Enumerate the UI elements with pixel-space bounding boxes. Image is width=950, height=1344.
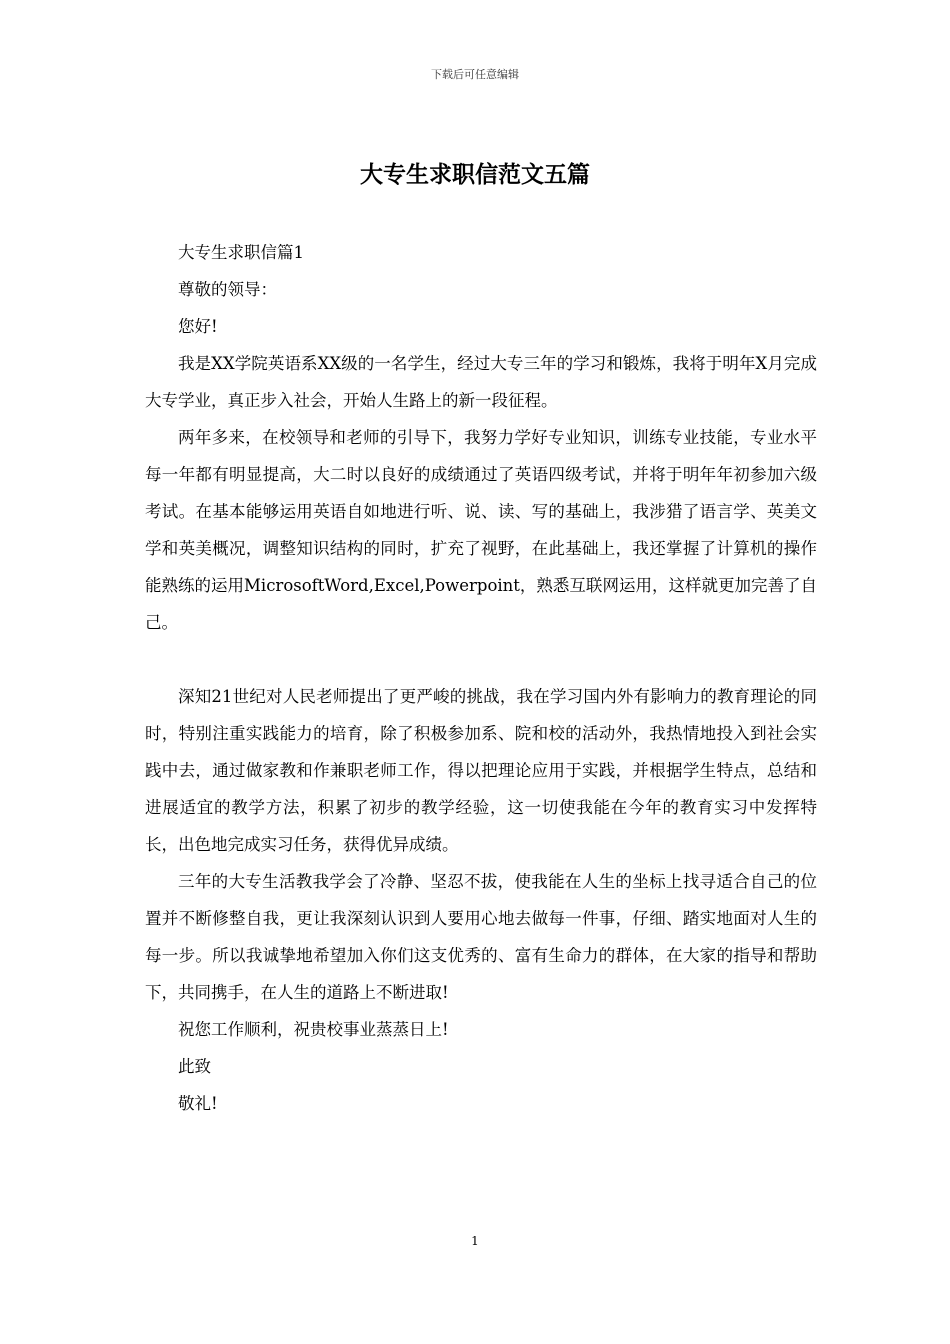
body-paragraph: 两年多来，在校领导和老师的引导下，我努力学好专业知识，训练专业技能，专业水平每一年都有明显提高，大二时以良好的成绩通过了英语四级考试，并将于明年年初参加六级考试。在基本能够运用英语自如地进行听、说、读、写的基础上，我涉猎了语言学、英美文学和英美概况，调整知识结构的同时，扩充了视野，在此基础上，我还掌握了计算机的操作能熟练的运用MicrosoftWord,Excel,Powerpoint，熟悉互联网运用，这样就更加完善了自己。 <box>145 428 817 632</box>
page-number: 1 <box>471 1234 479 1248</box>
body-paragraph: 三年的大专生活教我学会了冷静、坚忍不拔，使我能在人生的坐标上找寻适合自己的位置并不断修整自我，更让我深刻认识到人要用心地去做每一件事，仔细、踏实地面对人生的每一步。所以我诚挚地希望加入你们这支优秀的、富有生命力的群体，在大家的指导和帮助下，共同携手，在人生的道路上不断进取! <box>145 872 817 1002</box>
closing-salute: 敬礼! <box>178 1094 218 1113</box>
salutation: 尊敬的领导： <box>178 280 277 299</box>
document-title: 大专生求职信范文五篇 <box>360 161 590 188</box>
page-header-note: 下载后可任意编辑 <box>431 68 519 81</box>
body-paragraph: 深知21世纪对人民老师提出了更严峻的挑战，我在学习国内外有影响力的教育理论的同时，特别注重实践能力的培育，除了积极参加系、院和校的活动外，我热情地投入到社会实践中去，通过做家教和作兼职老师工作，得以把理论应用于实践，并根据学生特点，总结和进展适宜的教学方法，积累了初步的教学经验，这一切使我能在今年的教育实习中发挥特长，出色地完成实习任务，获得优异成绩。 <box>145 687 817 854</box>
document-body <box>145 234 817 1122</box>
greeting: 您好! <box>178 317 218 336</box>
closing-phrase: 此致 <box>178 1057 211 1076</box>
body-paragraph: 我是XX学院英语系XX级的一名学生，经过大专三年的学习和锻炼，我将于明年X月完成大专学业，真正步入社会，开始人生路上的新一段征程。 <box>145 354 817 410</box>
section-heading: 大专生求职信篇1 <box>178 243 304 262</box>
closing-wish: 祝您工作顺利，祝贵校事业蒸蒸日上! <box>178 1020 449 1039</box>
